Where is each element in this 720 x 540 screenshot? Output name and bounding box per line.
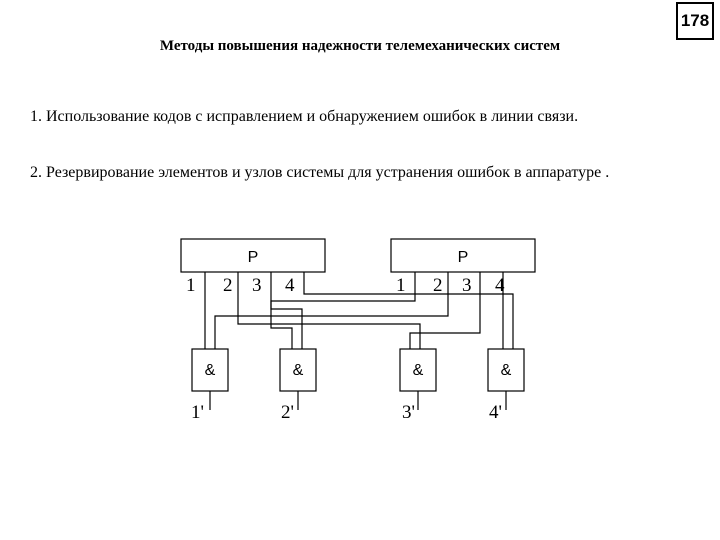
gate-output-lines: [210, 391, 506, 410]
right-output-2-label: 2: [433, 275, 443, 296]
slide-title: Методы повышения надежности телемеханических систем: [159, 38, 561, 54]
left-output-4-label: 4: [285, 275, 295, 296]
and-gate-1-label: &: [204, 362, 216, 379]
gate-3-output-label: 3': [402, 402, 415, 423]
block-p-right-label: P: [457, 249, 469, 266]
gate-1-output-label: 1': [191, 402, 204, 423]
and-gate-2-label: &: [292, 362, 304, 379]
page-number: 178: [676, 2, 714, 40]
wire-r2: [215, 272, 448, 349]
and-gate-3-label: &: [412, 362, 424, 379]
gate-4-output-label: 4': [489, 402, 502, 423]
right-output-1-label: 1: [396, 275, 406, 296]
gate-2-output-label: 2': [281, 402, 294, 423]
left-output-3-label: 3: [252, 275, 262, 296]
list-item-codes: 1. Использование кодов с исправлением и обнаружением ошибок в линии связи.: [30, 108, 579, 125]
block-p-left-label: P: [247, 249, 259, 266]
list-item-redundancy: 2. Резервирование элементов и узлов системы для устранения ошибок в аппаратуре .: [30, 164, 610, 181]
wire-l2: [238, 272, 420, 349]
left-output-2-label: 2: [223, 275, 233, 296]
left-output-1-label: 1: [186, 275, 196, 296]
wire-l4: [304, 272, 513, 349]
and-gate-4-label: &: [500, 362, 512, 379]
right-output-4-label: 4: [495, 275, 505, 296]
right-output-3-label: 3: [462, 275, 472, 296]
